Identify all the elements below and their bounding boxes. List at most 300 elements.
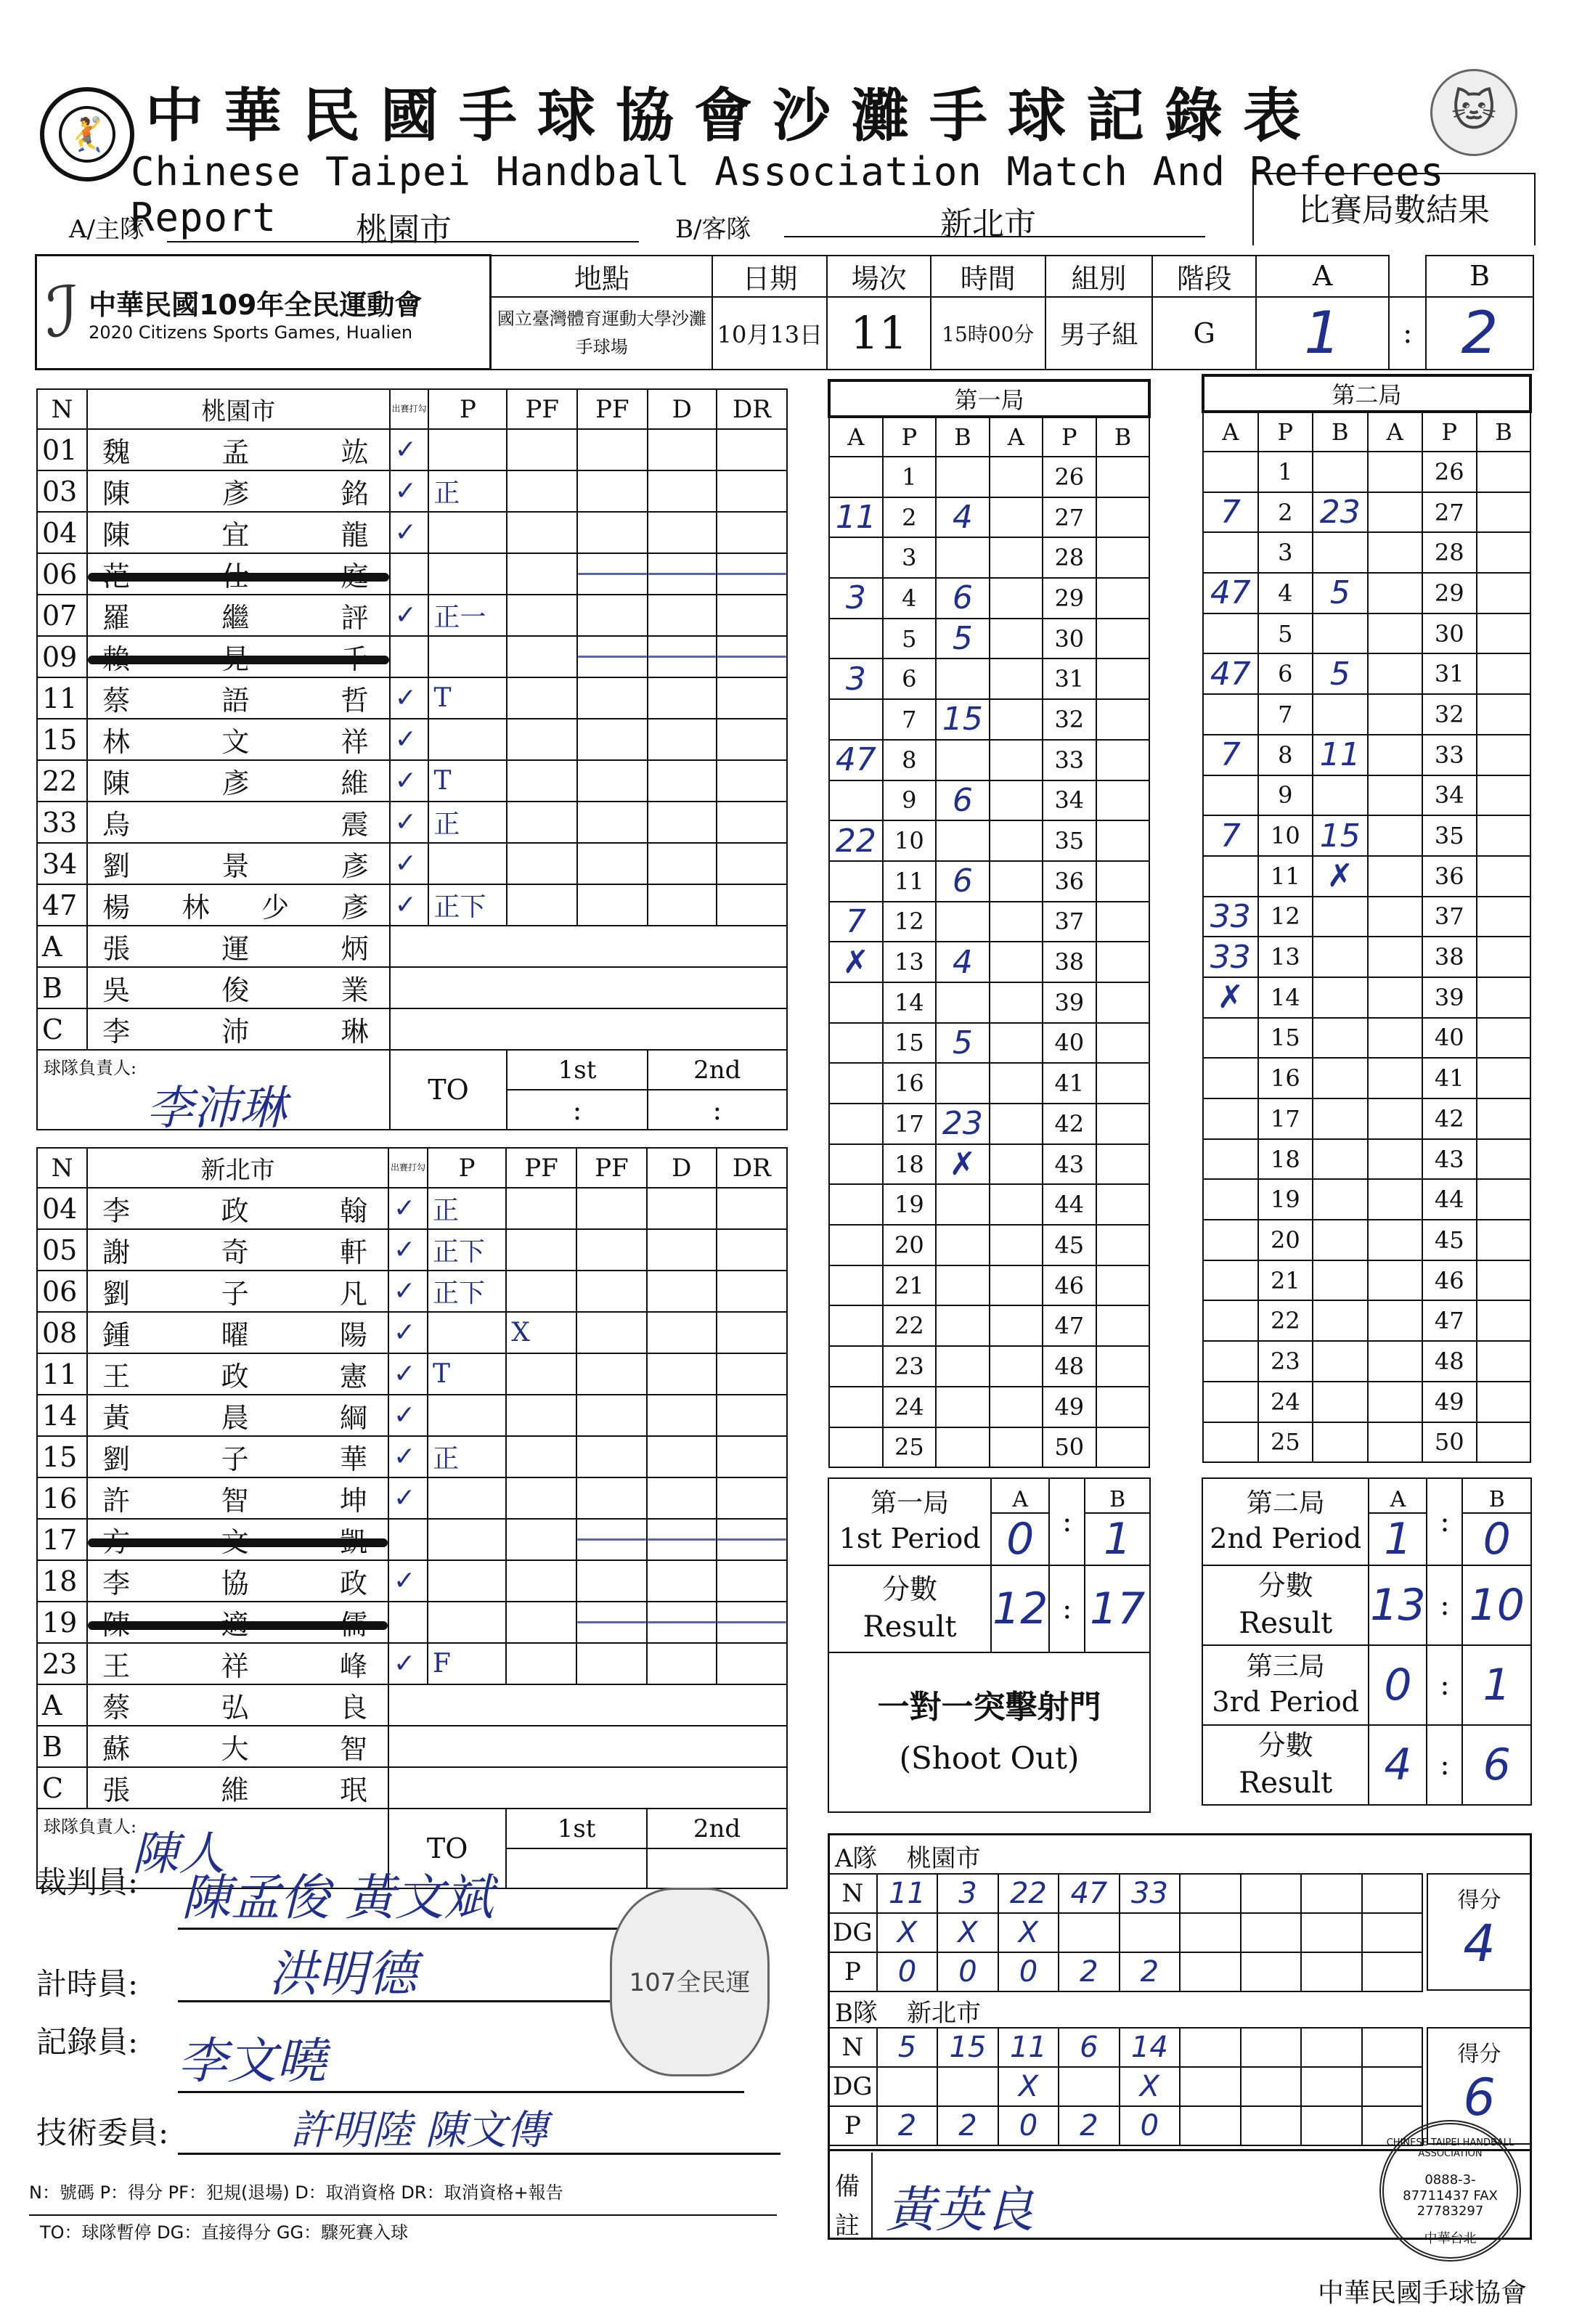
player-name: 陳彥銘	[87, 470, 389, 512]
player-number: 47	[37, 884, 87, 926]
player-number: 06	[37, 1271, 87, 1312]
goal-col-header: A	[1203, 412, 1258, 452]
goal-row	[829, 1305, 1149, 1346]
player-row	[37, 760, 787, 802]
goal-point-b: 43	[1043, 1144, 1096, 1185]
goal-row	[1203, 1098, 1530, 1139]
player-pf	[507, 429, 577, 470]
goal-point-b: 42	[1422, 1098, 1477, 1139]
goal-point-b: 32	[1422, 694, 1477, 735]
player-name: 黃晨綱	[87, 1395, 388, 1436]
shootout-cell: X	[877, 1913, 937, 1952]
goal-b-player	[1313, 937, 1368, 977]
goal-point-b: 36	[1043, 861, 1096, 902]
player-row	[37, 1188, 787, 1229]
shootout-team-b-header: B隊 新北市	[835, 1999, 981, 2028]
player-pf	[507, 760, 577, 802]
venue-value: 國立臺灣體育運動大學沙灘手球場	[491, 297, 713, 370]
strike-through	[88, 573, 388, 582]
goal-point-b: 50	[1043, 1427, 1096, 1468]
period-3-b: 1	[1462, 1645, 1531, 1725]
goal-a-player	[829, 1346, 883, 1387]
goal-point-a: 5	[883, 619, 936, 659]
shootout-a-score-box: 得分 4	[1427, 1873, 1532, 1991]
period-3-a: 0	[1369, 1645, 1427, 1725]
shootout-cell: 33	[1120, 1874, 1180, 1913]
goal-row	[1203, 573, 1530, 613]
player-pf	[506, 1477, 576, 1519]
goal-b-player	[936, 902, 990, 942]
goal-point-b: 44	[1043, 1184, 1096, 1225]
appearance-check: ✓	[388, 1229, 428, 1271]
player-name: 許智坤	[87, 1477, 388, 1519]
goal-b-player: 6	[936, 578, 990, 619]
goal-point-a: 18	[883, 1144, 936, 1185]
goal-b-player: ✗	[936, 1144, 990, 1185]
player-number: 07	[37, 595, 87, 636]
goal-row	[829, 699, 1149, 740]
goal-row	[829, 537, 1149, 578]
goal-point-b: 43	[1422, 1139, 1477, 1180]
date-value: 10月13日	[712, 297, 827, 370]
goal-point-b: 35	[1043, 820, 1096, 861]
player-name: 謝奇軒	[87, 1229, 388, 1271]
player-number: 11	[37, 677, 87, 719]
player-points: 正	[428, 470, 507, 512]
shootout-row-p: P 0 0 0 2 2	[828, 1952, 1422, 1991]
timer-label: 計時員:	[36, 1966, 139, 2002]
goal-point-a: 6	[883, 659, 936, 699]
goal-a-player	[829, 1104, 883, 1144]
goal-b-player	[936, 1387, 990, 1427]
goal-a-player: 3	[829, 578, 883, 619]
goal-point-a: 12	[883, 902, 936, 942]
goal-point-b: 30	[1043, 619, 1096, 659]
goal-a-player: ✗	[1203, 977, 1258, 1018]
shootout-cell: 15	[937, 2028, 998, 2067]
goal-a-player	[829, 1184, 883, 1225]
goal-col-header: B	[936, 417, 990, 457]
player-pf	[507, 719, 577, 760]
player-row	[37, 677, 787, 719]
shootout-cell: 2	[937, 2106, 998, 2145]
official-letter: C	[37, 1767, 87, 1809]
goal-b-player	[1313, 1220, 1368, 1260]
appearance-check	[390, 636, 429, 677]
strike-through	[88, 1621, 388, 1630]
goal-a-player: 47	[1203, 653, 1258, 694]
goal-col-header: A	[990, 417, 1043, 457]
goal-point-a: 10	[1258, 815, 1313, 856]
goal-b-player	[1313, 1139, 1368, 1180]
goal-a-player	[829, 1427, 883, 1468]
goal-point-a: 1	[883, 457, 936, 497]
goal-a-player	[829, 1144, 883, 1185]
goal-row	[829, 497, 1149, 538]
shootout-cell: 22	[998, 1874, 1059, 1913]
goal-point-b: 45	[1422, 1220, 1477, 1260]
goal-point-b: 36	[1422, 856, 1477, 897]
goal-a-player	[1203, 1018, 1258, 1059]
appearance-check: ✓	[388, 1560, 428, 1602]
official-row	[37, 926, 787, 967]
appearance-check: ✓	[390, 719, 429, 760]
goal-a-player	[1203, 1058, 1258, 1098]
goal-point-b: 45	[1043, 1225, 1096, 1265]
goal-point-a: 21	[883, 1265, 936, 1306]
shootout-row-n: N 5 15 11 6 14	[828, 2028, 1422, 2067]
player-row	[37, 1353, 787, 1395]
goal-point-a: 7	[883, 699, 936, 740]
player-row	[37, 1519, 787, 1560]
player-row	[37, 1436, 787, 1477]
association-stamp: CHINESE TAIPEI HANDBALL ASSOCIATION 0888-3- 87711437 FAX 27783297 中華台北	[1379, 2120, 1521, 2262]
official-name: 李沛琳	[87, 1008, 389, 1050]
goal-point-b: 34	[1422, 775, 1477, 816]
shootout-cell: 2	[877, 2106, 937, 2145]
match-number: 11	[827, 297, 931, 370]
goal-a-player: 33	[1203, 897, 1258, 937]
shootout-row-p: P 2 2 0 2 0	[828, 2106, 1422, 2145]
referee-label: 裁判員:	[36, 1864, 139, 1900]
goal-row	[1203, 1058, 1530, 1098]
goal-b-player	[1313, 1058, 1368, 1098]
goal-col-header: B	[1477, 412, 1530, 452]
player-row	[37, 1560, 787, 1602]
player-pf	[506, 1188, 576, 1229]
player-pf	[507, 843, 577, 884]
goal-a-player	[829, 1023, 883, 1064]
goal-point-b: 47	[1043, 1305, 1096, 1346]
goal-row	[1203, 1220, 1530, 1260]
goal-row	[1203, 653, 1530, 694]
player-row	[37, 719, 787, 760]
col-sets-b: B	[1426, 256, 1533, 297]
player-row	[37, 553, 787, 595]
period-3-result-b: 6	[1462, 1725, 1531, 1805]
player-points	[428, 843, 507, 884]
goal-point-b: 32	[1043, 699, 1096, 740]
goal-row	[1203, 452, 1530, 492]
goal-row	[1203, 1139, 1530, 1180]
goal-b-player	[1313, 1098, 1368, 1139]
goal-b-player: 5	[1313, 573, 1368, 613]
goal-point-a: 25	[1258, 1422, 1313, 1463]
player-row	[37, 884, 787, 926]
home-label: A/主隊	[69, 215, 145, 244]
away-label: B/客隊	[675, 215, 751, 244]
team-a-responsible-signature: 李沛琳	[147, 1082, 286, 1130]
shootout-cell: 0	[998, 2106, 1059, 2145]
sets-won-b: 2	[1426, 297, 1533, 370]
player-number: 09	[37, 636, 87, 677]
goal-row	[1203, 1260, 1530, 1301]
player-number: 16	[37, 1477, 87, 1519]
goal-b-player	[1313, 694, 1368, 735]
goal-b-player: 4	[936, 497, 990, 538]
player-points	[428, 1602, 506, 1643]
goal-row	[829, 1104, 1149, 1144]
recorder-label: 記錄員:	[36, 2024, 139, 2060]
goal-a-player	[829, 861, 883, 902]
goal-row	[829, 659, 1149, 699]
official-row	[37, 967, 787, 1008]
goal-b-player: 5	[1313, 653, 1368, 694]
player-number: 15	[37, 1436, 87, 1477]
appearance-check: ✓	[390, 512, 429, 553]
goal-point-b: 44	[1422, 1179, 1477, 1220]
goal-point-b: 33	[1422, 735, 1477, 775]
goal-row	[829, 861, 1149, 902]
goal-a-player: 7	[829, 902, 883, 942]
official-letter: A	[37, 926, 87, 967]
player-pf	[506, 1229, 576, 1271]
goal-a-player: 11	[829, 497, 883, 538]
goal-b-player: 15	[936, 699, 990, 740]
goal-point-a: 22	[883, 1305, 936, 1346]
goal-point-a: 16	[1258, 1058, 1313, 1098]
goal-point-a: 9	[883, 780, 936, 821]
player-row	[37, 470, 787, 512]
player-number: 05	[37, 1229, 87, 1271]
player-points: F	[428, 1643, 506, 1684]
goal-point-a: 10	[883, 820, 936, 861]
goal-a-player: 7	[1203, 735, 1258, 775]
goal-a-player	[1203, 1179, 1258, 1220]
goal-point-a: 12	[1258, 897, 1313, 937]
goal-col-header: P	[883, 417, 936, 457]
goal-b-player: 6	[936, 861, 990, 902]
goal-point-b: 41	[1043, 1063, 1096, 1104]
shootout-team-a-header: A隊 桃園市	[835, 1844, 981, 1873]
tech-delegate-signature: 許明陸 陳文傳	[290, 2107, 547, 2154]
player-row	[37, 1602, 787, 1643]
goal-b-player	[936, 1427, 990, 1468]
appearance-check: ✓	[388, 1395, 428, 1436]
goal-point-b: 38	[1422, 937, 1477, 977]
goal-a-player: 7	[1203, 815, 1258, 856]
shootout-cell: 3	[937, 1874, 998, 1913]
goal-row	[1203, 532, 1530, 573]
player-name: 李協政	[87, 1560, 388, 1602]
goal-point-a: 24	[1258, 1382, 1313, 1422]
player-name	[87, 636, 389, 677]
goal-a-player: 47	[829, 740, 883, 780]
goal-point-b: 49	[1043, 1387, 1096, 1427]
player-points: T	[428, 1353, 506, 1395]
goal-point-a: 25	[883, 1427, 936, 1468]
goal-a-player: 47	[1203, 573, 1258, 613]
player-row	[37, 595, 787, 636]
goal-b-player	[1313, 613, 1368, 654]
player-points	[428, 719, 507, 760]
appearance-check: ✓	[390, 843, 429, 884]
goal-b-player	[936, 1225, 990, 1265]
goal-a-player	[829, 537, 883, 578]
player-name: 林文祥	[87, 719, 389, 760]
goal-point-b: 37	[1422, 897, 1477, 937]
stage-value: G	[1152, 297, 1256, 370]
team-b-responsible-signature: 陳人	[132, 1827, 225, 1881]
goal-a-player: ✗	[829, 942, 883, 982]
tech-delegate-label: 技術委員:	[36, 2115, 169, 2150]
player-pf	[506, 1602, 576, 1643]
shootout-cell: 47	[1059, 1874, 1119, 1913]
goal-point-a: 3	[883, 537, 936, 578]
player-points	[428, 1560, 506, 1602]
goal-a-player	[1203, 1139, 1258, 1180]
goal-point-b: 34	[1043, 780, 1096, 821]
shootout-cell: 2	[1059, 2106, 1119, 2145]
player-row	[37, 802, 787, 843]
player-name: 陳彥維	[87, 760, 389, 802]
player-points: T	[428, 677, 507, 719]
shootout-cell: 11	[998, 2028, 1059, 2067]
goal-a-player: 33	[1203, 937, 1258, 977]
player-pf	[506, 1560, 576, 1602]
goal-point-a: 4	[1258, 573, 1313, 613]
player-points: 正下	[428, 884, 507, 926]
shootout-cell	[1120, 1913, 1180, 1952]
goal-row	[1203, 815, 1530, 856]
team-a-responsible-label: 球隊負責人:	[44, 1058, 137, 1078]
goal-a-player	[829, 699, 883, 740]
player-pf	[506, 1353, 576, 1395]
goal-b-player: 6	[936, 780, 990, 821]
player-number: 04	[37, 1188, 87, 1229]
goal-point-a: 15	[883, 1023, 936, 1064]
team-b-roster: N 新北市 出賽打勾 P PF PF D DR 04 李政翰 ✓ 正 05 謝奇軒 ✓ 正下 06 劉子凡 ✓ 正下 08 鍾曜陽 ✓ X 11 王政憲 ✓ T 14 黃晨綱 ✓ 15 劉子華 ✓ 正 16 許智坤 ✓ 17 18 李協政 ✓ 19 23 王祥峰 ✓ F A 蔡弘良 B 蘇大智 C 張維珉 球隊負責人: 陳人 TO 1st 2nd	[36, 1147, 788, 1889]
player-pf	[506, 1519, 576, 1560]
player-pf	[507, 553, 577, 595]
player-number: 33	[37, 802, 87, 843]
official-name: 吳俊業	[87, 967, 389, 1008]
goal-point-b: 26	[1422, 452, 1477, 492]
goal-b-player	[1313, 532, 1368, 573]
goal-a-player	[829, 1387, 883, 1427]
goal-b-player: 5	[936, 1023, 990, 1064]
goal-point-a: 2	[1258, 492, 1313, 533]
goal-point-b: 27	[1043, 497, 1096, 538]
player-name: 劉景彥	[87, 843, 389, 884]
player-row	[37, 1312, 787, 1353]
player-points: 正	[428, 1188, 506, 1229]
official-letter: B	[37, 1726, 87, 1767]
appearance-check: ✓	[390, 429, 429, 470]
goal-row	[829, 820, 1149, 861]
goal-b-player	[1313, 1300, 1368, 1341]
goal-b-player: 23	[936, 1104, 990, 1144]
goal-point-b: 38	[1043, 942, 1096, 982]
player-row	[37, 512, 787, 553]
goal-a-player	[1203, 1382, 1258, 1422]
shootout-cell: 6	[1059, 2028, 1119, 2067]
player-points	[428, 1519, 506, 1560]
goal-point-a: 15	[1258, 1018, 1313, 1059]
appearance-check	[390, 553, 429, 595]
goal-row	[829, 619, 1149, 659]
goal-b-player	[1313, 1382, 1368, 1422]
page-title-zh: 中華民國手球協會沙灘手球記錄表	[145, 82, 1321, 150]
period-1-title: 第一局	[829, 380, 1149, 417]
goal-row	[829, 942, 1149, 982]
player-name: 羅繼評	[87, 595, 389, 636]
goal-point-b: 29	[1043, 578, 1096, 619]
goal-b-player	[936, 820, 990, 861]
goal-a-player: 22	[829, 820, 883, 861]
goal-point-b: 39	[1422, 977, 1477, 1018]
player-points: 正一	[428, 595, 507, 636]
goal-a-player	[1203, 1260, 1258, 1301]
home-team: 桃園市	[356, 211, 452, 248]
shootout-cell: 11	[877, 1874, 937, 1913]
player-number: 15	[37, 719, 87, 760]
player-number: 17	[37, 1519, 87, 1560]
player-name	[87, 1602, 388, 1643]
goal-row	[829, 1387, 1149, 1427]
player-number: 34	[37, 843, 87, 884]
goal-a-player	[1203, 775, 1258, 816]
goal-col-header: A	[829, 417, 883, 457]
appearance-check	[388, 1602, 428, 1643]
player-row	[37, 1477, 787, 1519]
footer-org: 中華民國手球協會	[1318, 2278, 1528, 2308]
appearance-check: ✓	[388, 1477, 428, 1519]
appearance-check: ✓	[388, 1188, 428, 1229]
period-2-a: 1	[1384, 1514, 1412, 1565]
player-points	[428, 1395, 506, 1436]
goal-b-player	[936, 1346, 990, 1387]
appearance-check: ✓	[388, 1643, 428, 1684]
shootout-row-n: N 11 3 22 47 33	[828, 1874, 1422, 1913]
goal-b-player: 4	[936, 942, 990, 982]
shootout-cell: 14	[1120, 2028, 1180, 2067]
goal-col-header: P	[1258, 412, 1313, 452]
goal-b-player: ✗	[1313, 856, 1368, 897]
goal-a-player	[1203, 1098, 1258, 1139]
goal-b-player	[936, 457, 990, 497]
player-row	[37, 1395, 787, 1436]
period-2-title: 第二局	[1203, 375, 1530, 412]
goal-point-a: 3	[1258, 532, 1313, 573]
shootout-cell	[937, 2067, 998, 2106]
goal-a-player	[1203, 856, 1258, 897]
player-name: 王祥峰	[87, 1643, 388, 1684]
goal-point-b: 40	[1422, 1018, 1477, 1059]
player-points: 正	[428, 1436, 506, 1477]
goal-row	[1203, 1341, 1530, 1382]
player-pf	[507, 884, 577, 926]
player-number: 22	[37, 760, 87, 802]
period-2-b: 0	[1483, 1514, 1511, 1565]
period-2-goal-table	[1202, 374, 1532, 1463]
goal-point-b: 50	[1422, 1422, 1477, 1463]
goal-row	[829, 740, 1149, 780]
goal-point-b: 47	[1422, 1300, 1477, 1341]
goal-point-a: 20	[883, 1225, 936, 1265]
shootout-team-b-table	[828, 2027, 1423, 2146]
time-value: 15時00分	[931, 297, 1045, 370]
shootout-cell: 0	[877, 1952, 937, 1991]
goal-row	[1203, 613, 1530, 654]
official-row	[37, 1684, 787, 1726]
shootout-cell	[1059, 1913, 1119, 1952]
col-venue: 地點	[491, 256, 713, 297]
goal-a-player	[1203, 452, 1258, 492]
goal-b-player	[1313, 897, 1368, 937]
goal-point-a: 23	[1258, 1341, 1313, 1382]
games-logo-icon: ℐ	[46, 272, 79, 353]
